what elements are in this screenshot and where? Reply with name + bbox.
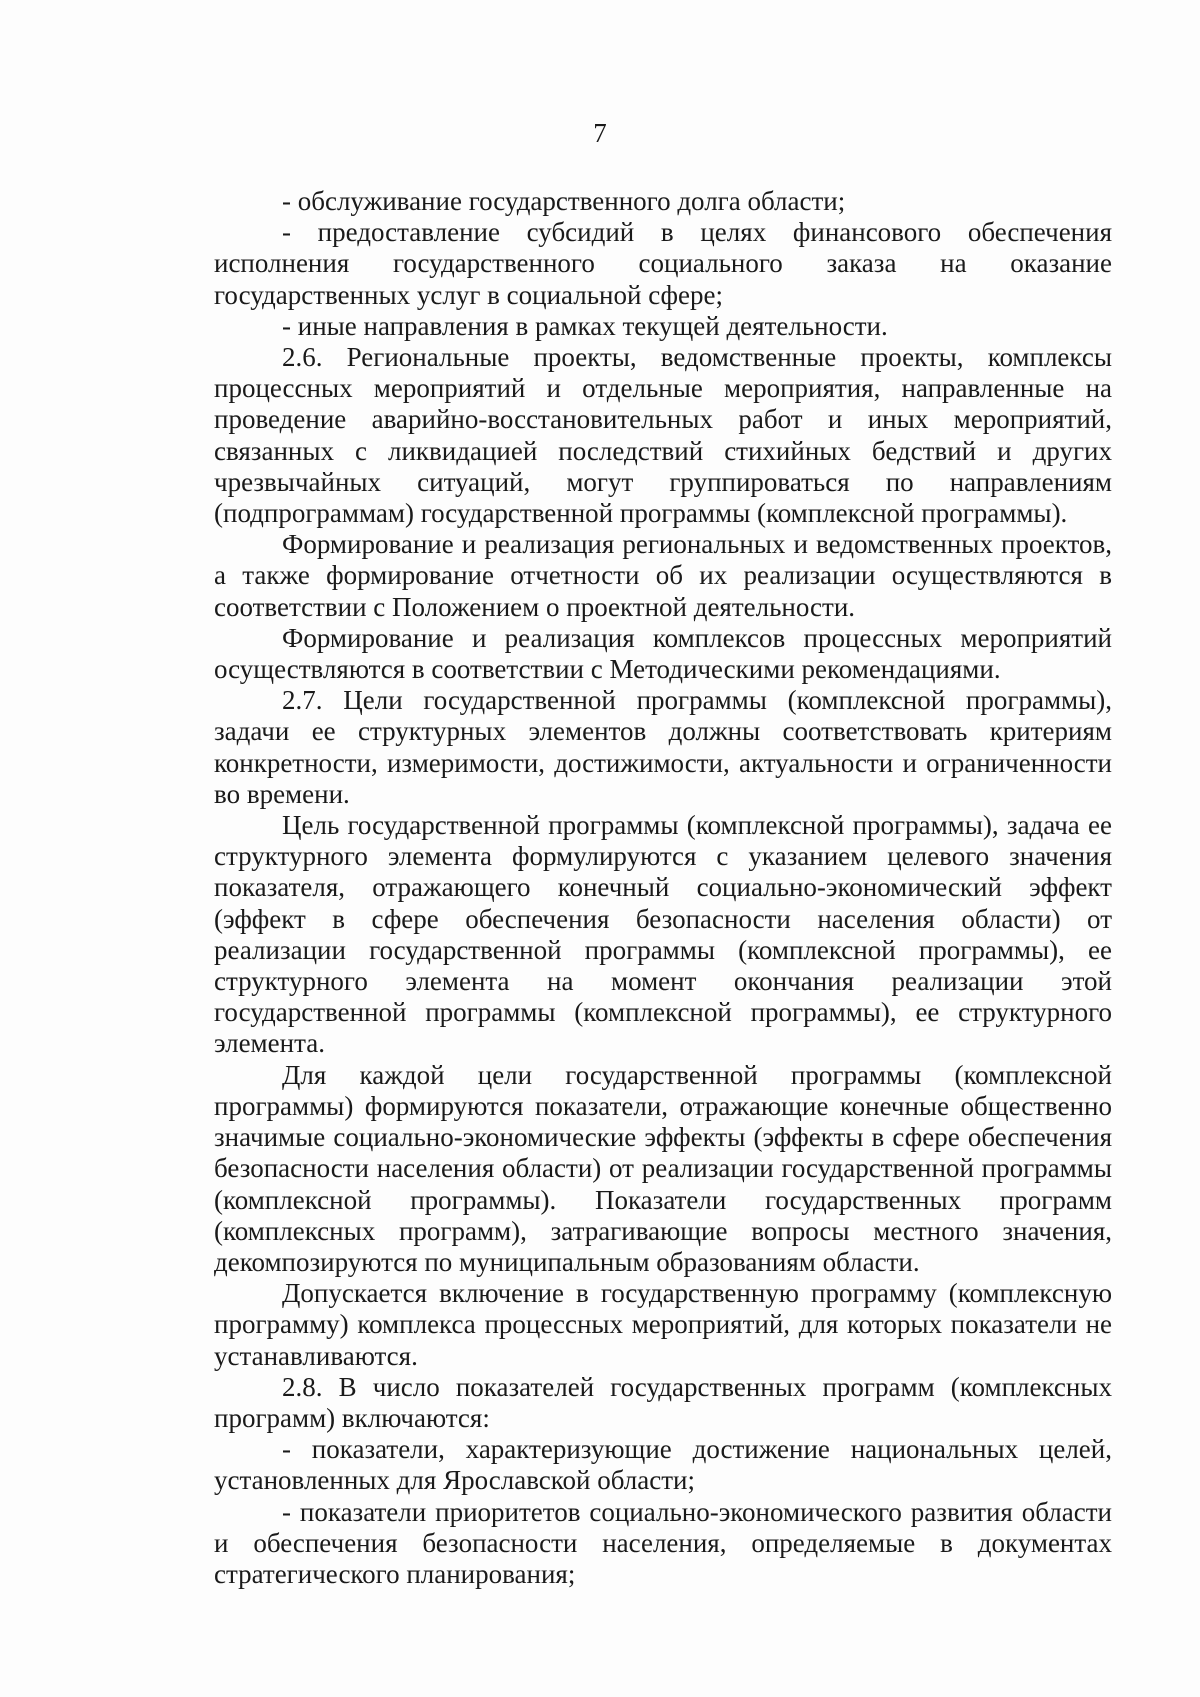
paragraph-process-complexes: Формирование и реализация комплексов процессных мероприятий осуществляются в соответствии с Методическими рекомендациями. (214, 622, 1112, 685)
paragraph-2-7: 2.7. Цели государственной программы (комплексной программы), задачи ее структурных элементов должны соответствовать критериям конкретности, измеримости, достижимости, актуальности и ограниченности во времени. (214, 685, 1112, 809)
paragraph-2-6: 2.6. Региональные проекты, ведомственные проекты, комплексы процессных мероприятий и отдельные мероприятия, направленные на проведение аварийно-восстановительных работ и иных мероприятий, связанных с ликвидацией последствий стихийных бедствий и других чрезвычайных ситуаций, могут группироваться по направлениям (подпрограммам) государственной программы (комплексной программы). (214, 342, 1112, 529)
paragraph-indicators: Для каждой цели государственной программы (комплексной программы) формируются показатели, отражающие конечные общественно значимые социально-экономические эффекты (эффекты в сфере обеспечения безопасности населения области) от реализации государственной программы (комплексной программы). Показатели государственных программ (комплексных программ), затрагивающие вопросы местного значения, декомпозируются по муниципальным образованиям области. (214, 1059, 1112, 1277)
paragraph-2-8: 2.8. В число показателей государственных программ (комплексных программ) включаются: (214, 1371, 1112, 1433)
page-number: 7 (593, 118, 607, 148)
paragraph-debt-service: - обслуживание государственного долга области; (282, 186, 846, 216)
document-body (214, 186, 1112, 1590)
paragraph-program-goal: Цель государственной программы (комплексной программы), задача ее структурного элемента формулируются с указанием целевого значения показателя, отражающего конечный социально-экономический эффект (эффект в сфере обеспечения безопасности населения области) от реализации государственной программы (комплексной программы), ее структурного элемента на момент окончания реализации этой государственной программы (комплексной программы), ее структурного элемента. (214, 810, 1112, 1059)
paragraph-priority-indicators: - показатели приоритетов социально-экономического развития области и обеспечения безопасности населения, определяемые в документах стратегического планирования; (214, 1496, 1112, 1589)
paragraph-inclusion: Допускается включение в государственную программу (комплексную программу) комплекса процессных мероприятий, для которых показатели не устанавливаются. (214, 1278, 1112, 1371)
paragraph-project-formation: Формирование и реализация региональных и ведомственных проектов, а также формирование отчетности об их реализации осуществляются в соответствии с Положением о проектной деятельности. (214, 529, 1112, 622)
paragraph-national-goals: - показатели, характеризующие достижение национальных целей, установленных для Ярославской области; (214, 1434, 1112, 1496)
paragraph-subsidies: - предоставление субсидий в целях финансового обеспечения исполнения государственного социального заказа на оказание государственных услуг в социальной сфере; (214, 217, 1112, 310)
paragraph-other-directions: - иные направления в рамках текущей деятельности. (282, 310, 888, 341)
